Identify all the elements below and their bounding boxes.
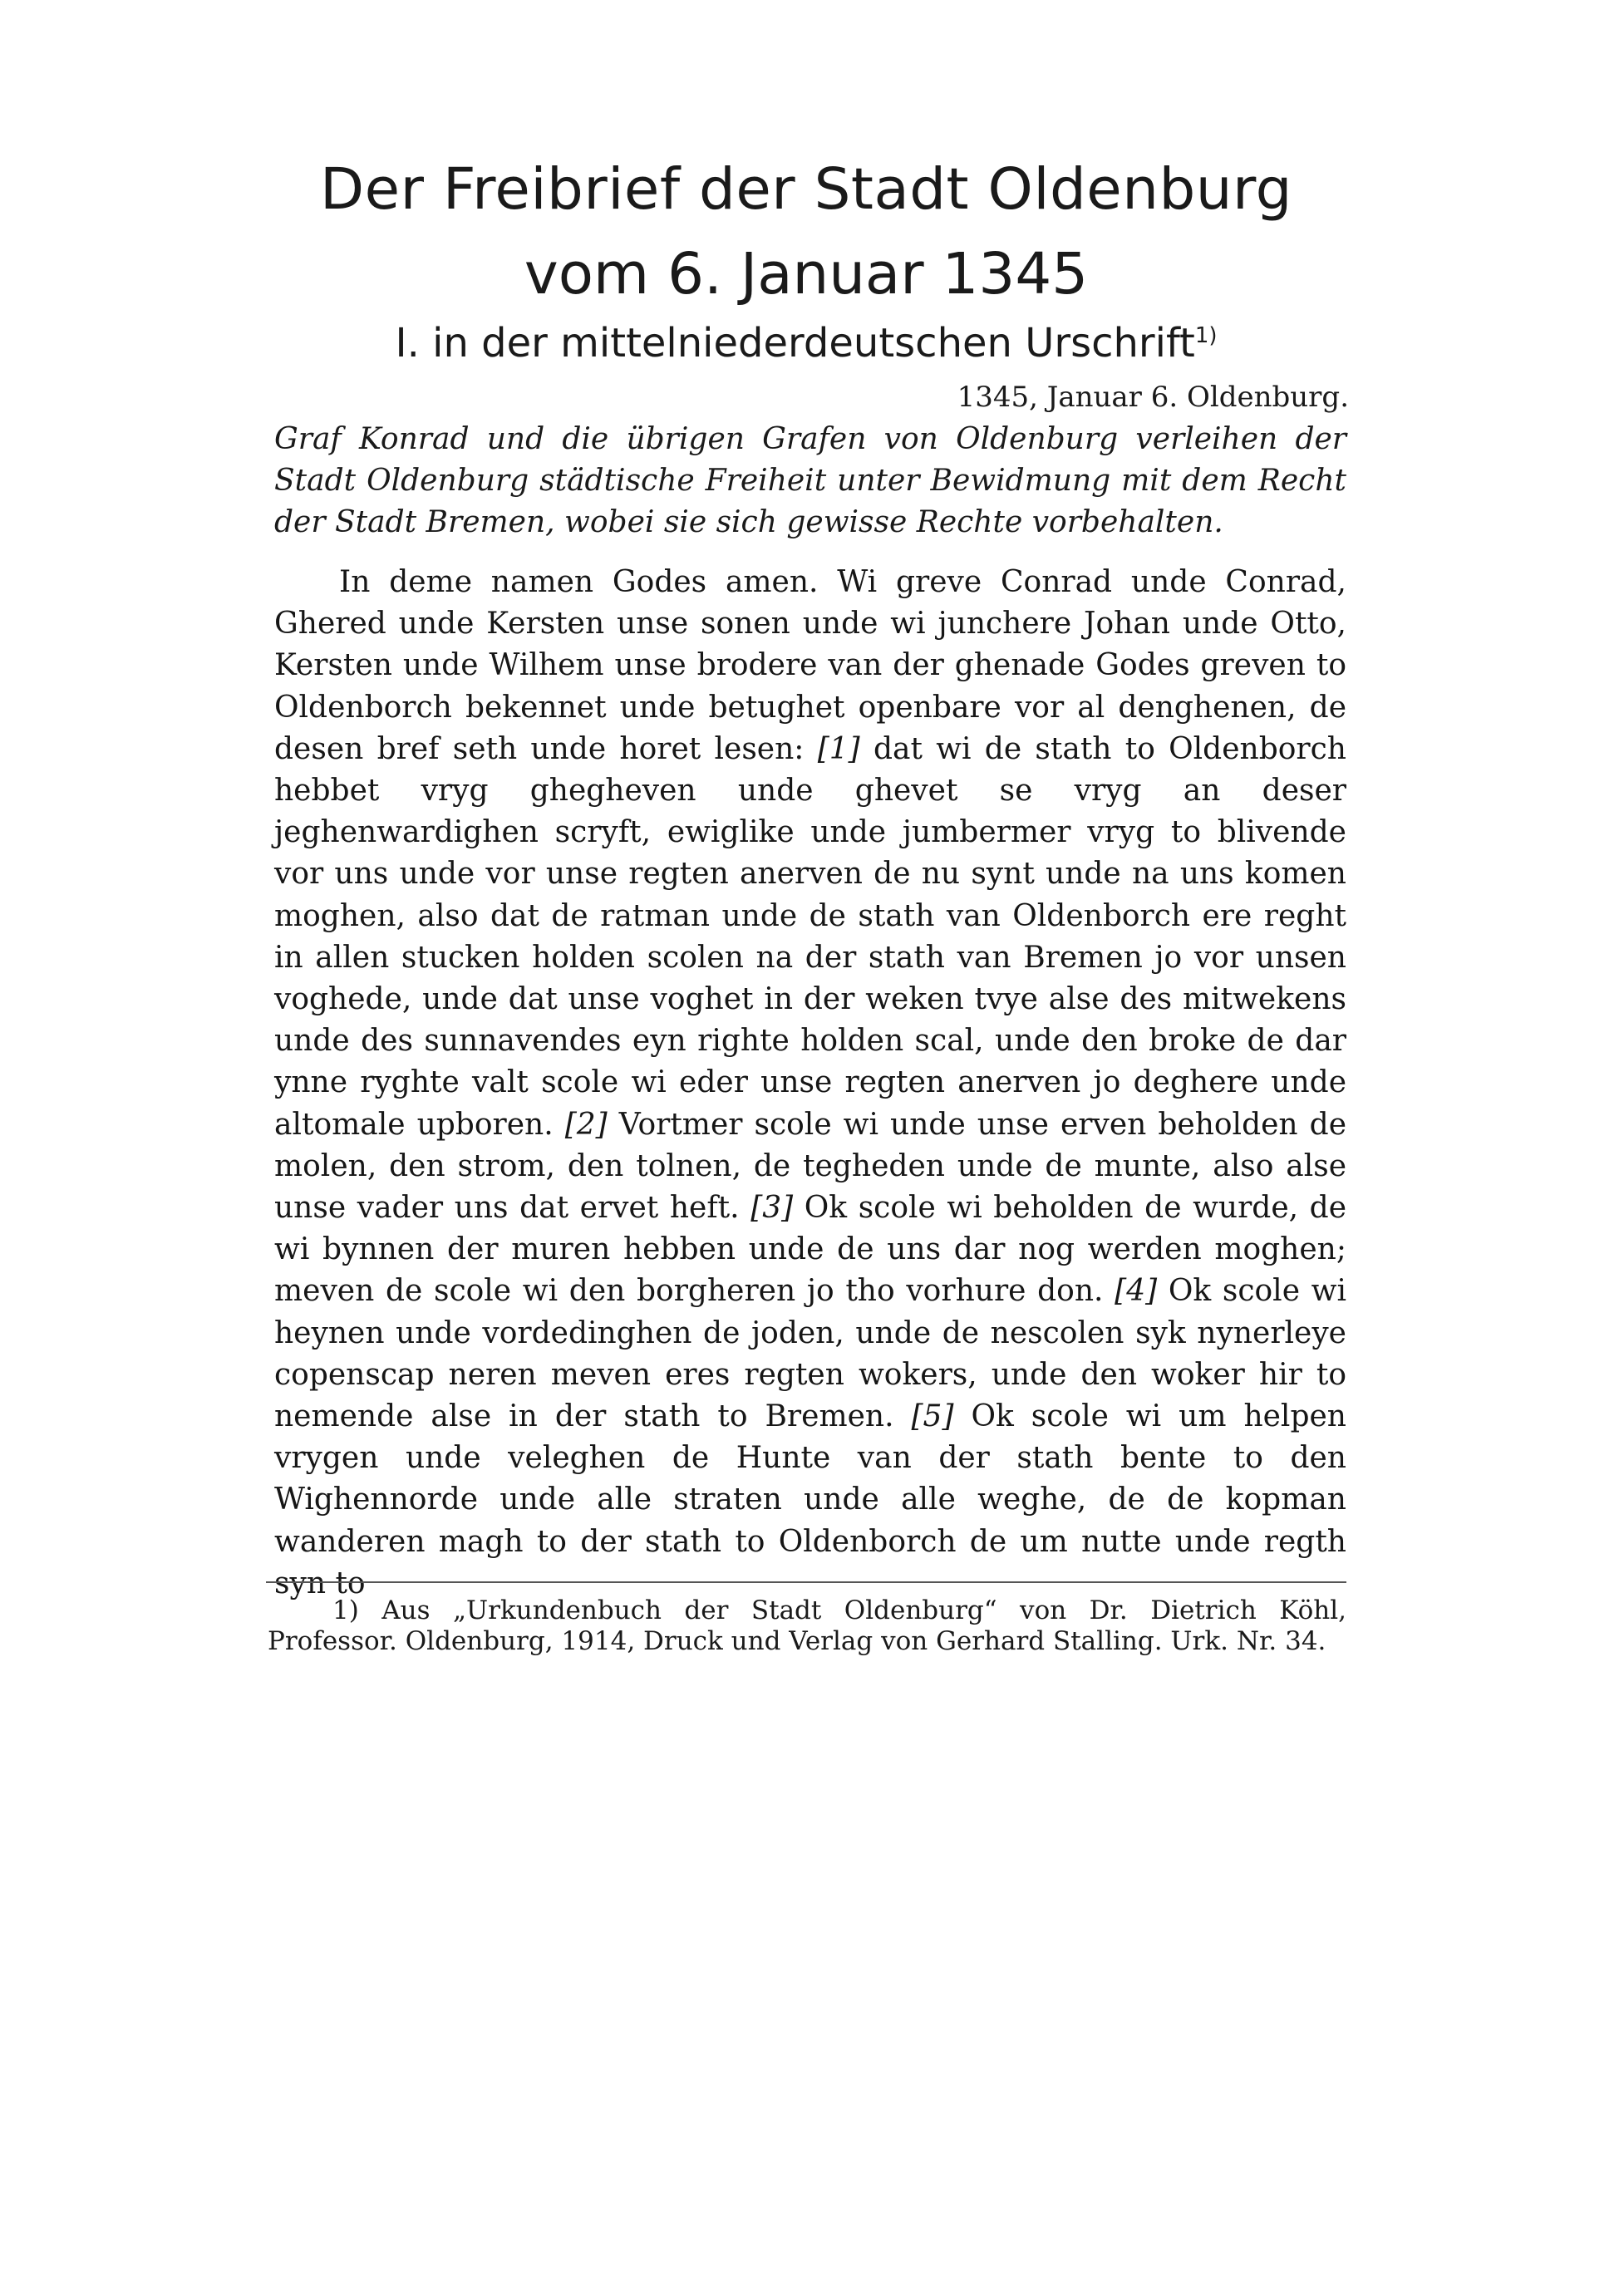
body-segment-0: In deme namen Godes amen. Wi greve Conrad unde Conrad, Ghered unde Kersten unse sonen unde wi junchere Johan unde Otto, Kersten unde Wilhem unse brodere van der ghenade Godes greven to Oldenborch bekennet unde betughet openbare vor al denghenen, de desen bref seth unde horet lesen: xyxy=(274,565,1346,766)
body-segment-1: dat wi de stath to Oldenborch hebbet vryg ghegheven unde ghevet se vryg an deser jeghenwardighen scryft, ewiglike unde jumbermer vryg to blivende vor uns unde vor unse regten anerven de nu synt unde na uns komen moghen, also dat de ratman unde de stath van Oldenborch ere reght in allen stucken holden scolen na der stath van Bremen jo vor unsen voghede, unde dat unse voghet in der weken tvye alse des mitwekens unde des sunnavendes eyn righte holden scal, unde den broke de dar ynne ryghte valt scole wi eder unse regten anerven jo deghere unde altomale upboren. xyxy=(274,731,1346,1142)
document-title-line-2: vom 6. Januar 1345 xyxy=(524,241,1089,307)
body-segment-2: Vortmer scole wi unde unse erven beholden de molen, den strom, den tolnen, de tegheden unde de munte, also alse unse vader uns dat ervet heft. xyxy=(274,1107,1346,1226)
footnote-text: Aus „Urkundenbuch der Stadt Oldenburg“ von Dr. Dietrich Köhl, Professor. Oldenburg, 1914, Druck und Verlag von Gerhard Stalling. Urk. Nr. 34. xyxy=(268,1595,1346,1656)
document-subtitle xyxy=(266,320,1346,366)
section-marker-1: [1] xyxy=(817,731,860,766)
body-segment-3: Ok scole wi beholden de wurde, de wi bynnen der muren hebben unde de uns dar nog werden moghen; meven de scole wi den borgheren jo tho vorhure don. xyxy=(274,1191,1347,1309)
subtitle-text: I. in der mittelniederdeutschen Urschrift xyxy=(395,320,1195,366)
section-marker-5: [5] xyxy=(911,1399,954,1434)
footnote-reference-mark: 1) xyxy=(1194,323,1218,348)
section-marker-4: [4] xyxy=(1115,1274,1158,1309)
body-segment-4: Ok scole wi heynen unde vordedinghen de joden, unde de nescolen syk nynerleye copenscap neren meven eres regten wokers, unde den woker hir to nemende alse in der stath to Bremen. xyxy=(274,1274,1346,1434)
document-title-line-1: Der Freibrief der Stadt Oldenburg xyxy=(320,156,1292,223)
section-marker-3: [3] xyxy=(750,1191,794,1226)
dateline: 1345, Januar 6. Oldenburg. xyxy=(957,381,1349,414)
body-segment-5: Ok scole wi um helpen vrygen unde veleghen de Hunte van der stath bente to den Wighennorde unde alle straten unde alle weghe, de de kopman wanderen magh to der stath to Oldenborch de um nutte unde regth syn to xyxy=(274,1399,1346,1600)
regest-summary: Graf Konrad und die übrigen Grafen von Oldenburg verleihen der Stadt Oldenburg städtische Freiheit unter Bewidmung mit dem Recht der Stadt Bremen, wobei sie sich gewisse Rechte vorbehalten. xyxy=(274,422,1346,539)
section-marker-2: [2] xyxy=(564,1107,608,1142)
footnote-mark: 1) xyxy=(332,1595,359,1625)
footnote xyxy=(268,1595,1346,1657)
charter-body-text xyxy=(274,562,1346,1605)
footnote-divider xyxy=(266,1581,1346,1583)
